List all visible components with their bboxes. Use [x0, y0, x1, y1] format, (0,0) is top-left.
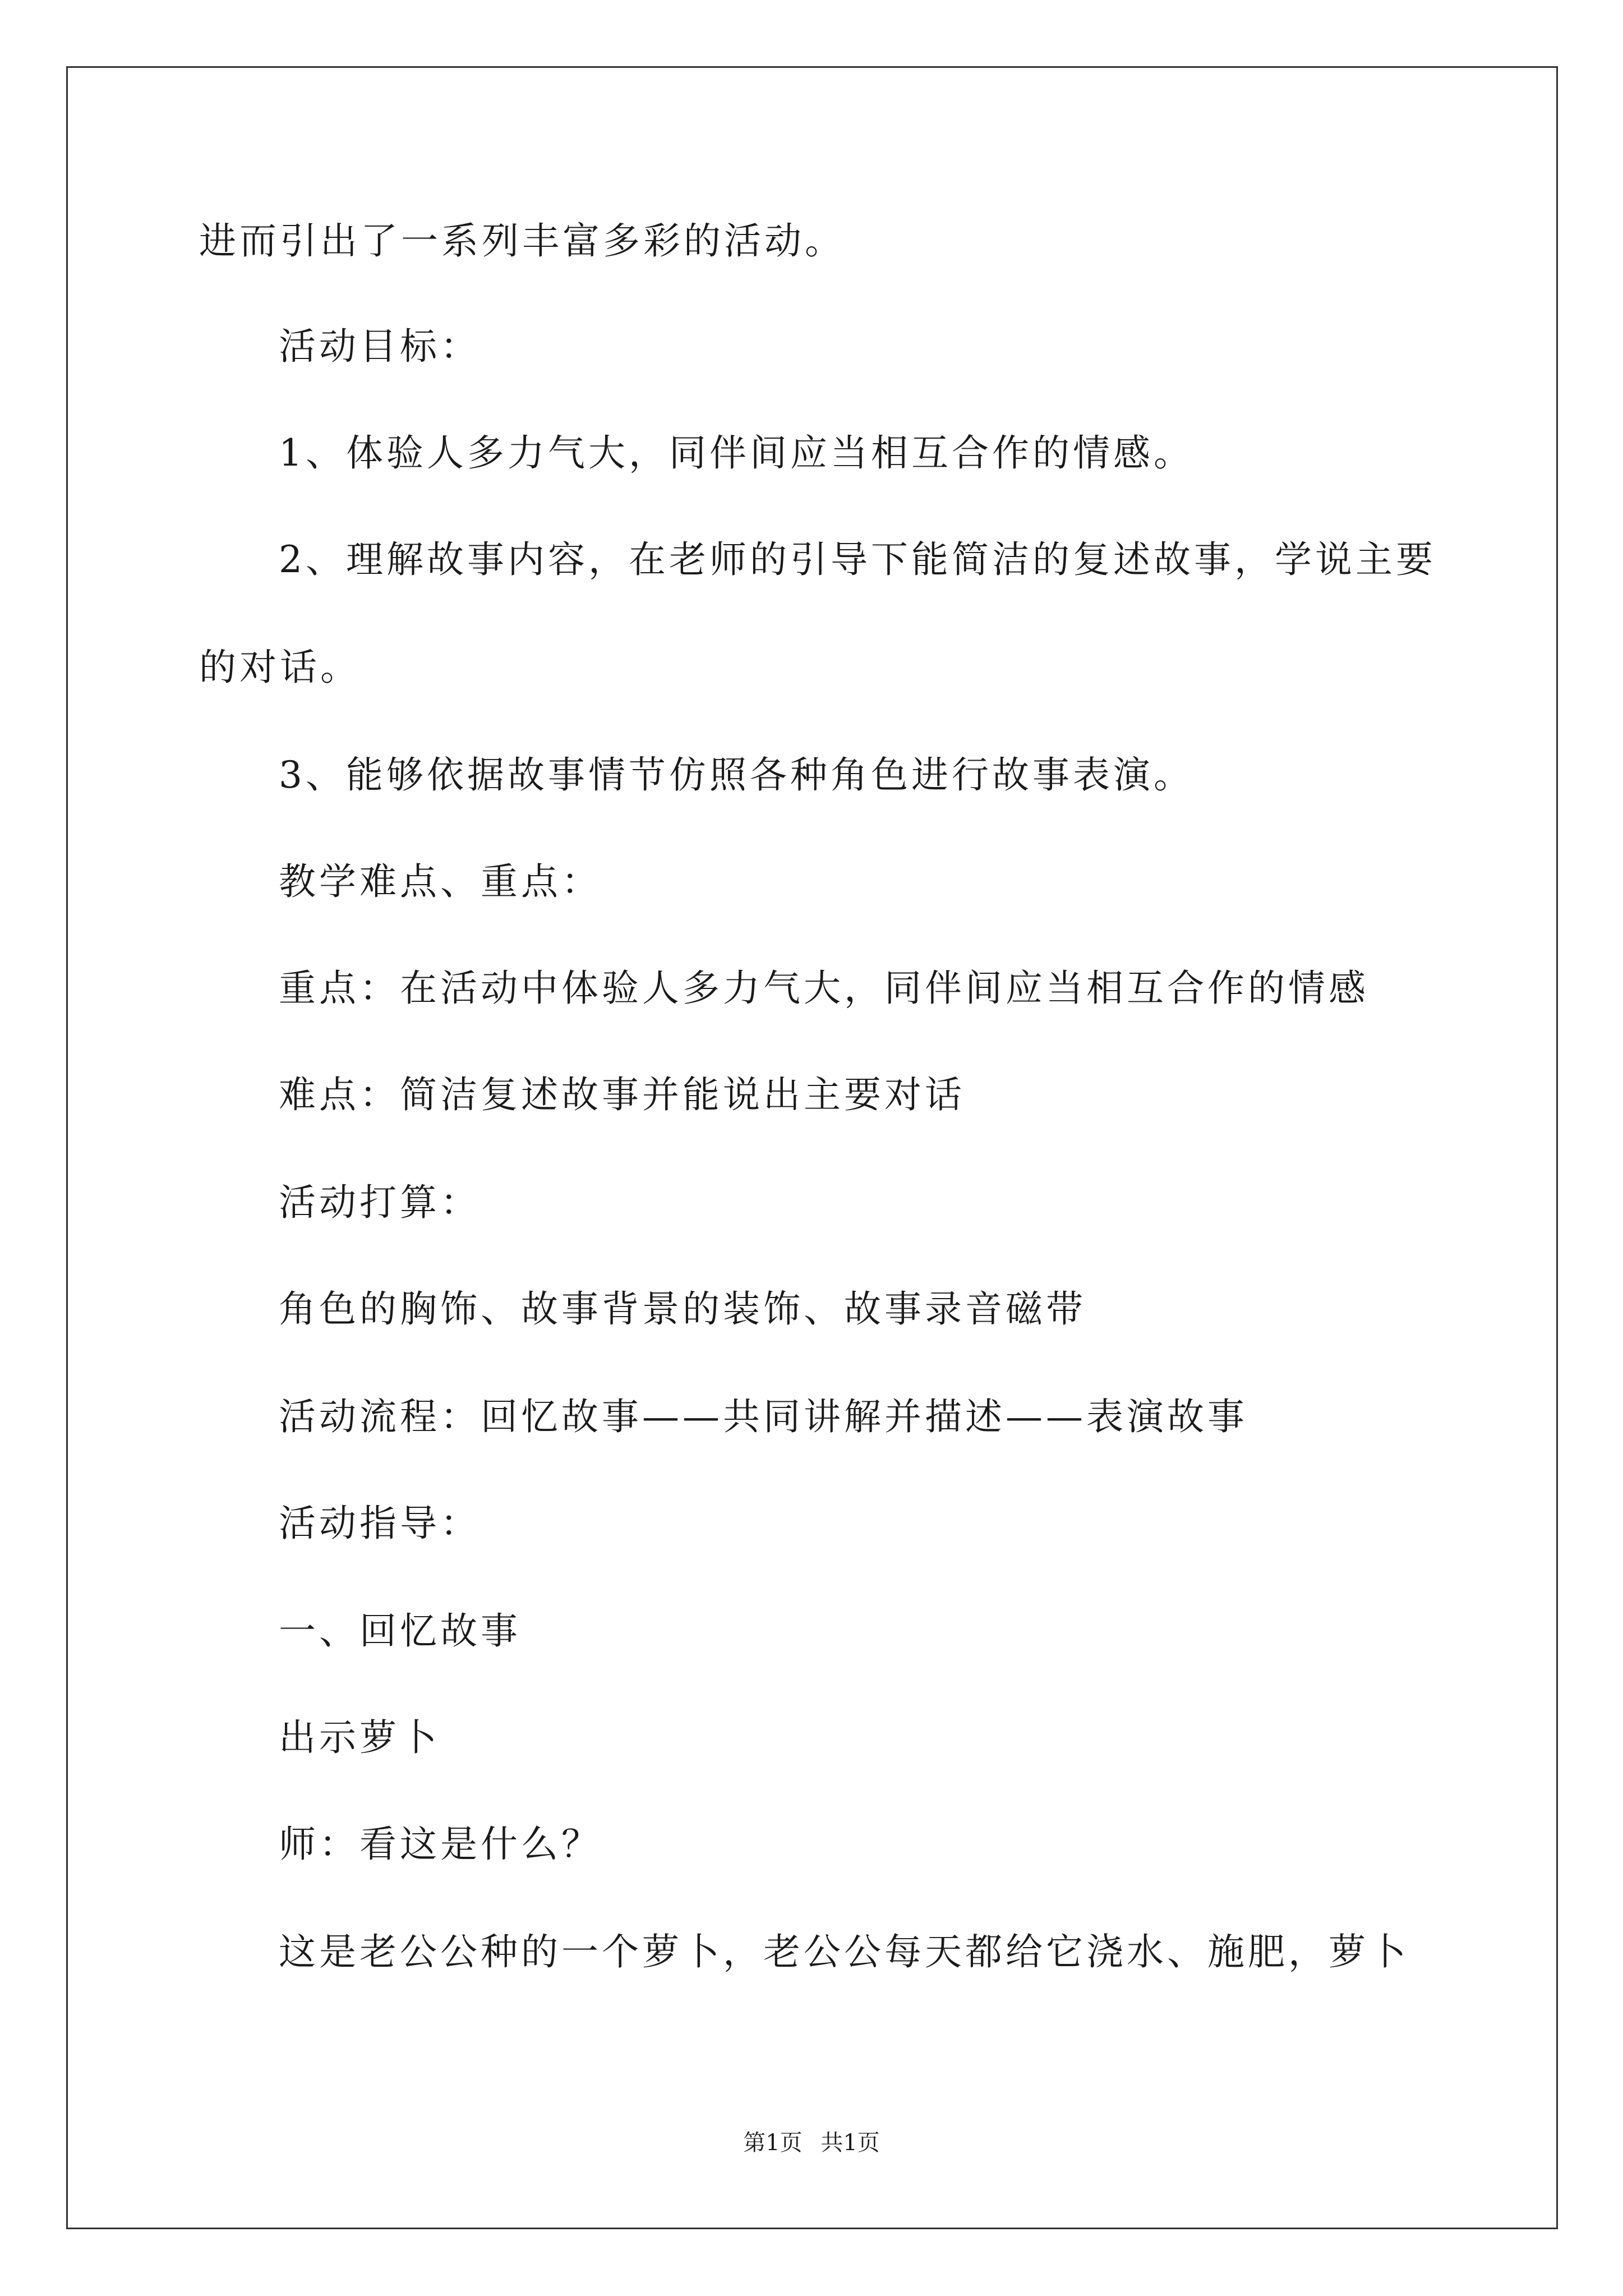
heading-activity-guidance: 活动指导：: [279, 1502, 481, 1545]
teacher-question: 师：看这是什么？: [279, 1823, 602, 1866]
page-total: 共1页: [820, 2130, 880, 2156]
activity-process: 活动流程：回忆故事——共同讲解并描述——表演故事: [279, 1395, 1248, 1438]
goal-item-2-continuation: 的对话。: [199, 646, 361, 689]
goal-item-3: 3、能够依据故事情节仿照各种角色进行故事表演。: [279, 753, 1194, 797]
difficult-point: 难点：简洁复述故事并能说出主要对话: [279, 1073, 965, 1116]
heading-activity-preparation: 活动打算：: [279, 1181, 481, 1224]
page-footer: [0, 2129, 1623, 2157]
preparation-materials: 角色的胸饰、故事背景的装饰、故事录音磁带: [279, 1287, 1086, 1331]
paragraph-continuation: 进而引出了一系列丰富多彩的活动。: [199, 219, 845, 263]
story-narration: 这是老公公种的一个萝卜，老公公每天都给它浇水、施肥，萝卜: [279, 1930, 1409, 1973]
heading-activity-goals: 活动目标：: [279, 325, 481, 368]
page-number: 第1页: [743, 2130, 803, 2156]
goal-item-1: 1、体验人多力气大，同伴间应当相互合作的情感。: [279, 431, 1194, 475]
show-radish: 出示萝卜: [279, 1716, 440, 1759]
goal-item-2: 2、理解故事内容，在老师的引导下能简洁的复述故事，学说主要: [279, 538, 1436, 581]
page-frame: [66, 66, 1558, 2229]
key-point: 重点：在活动中体验人多力气大，同伴间应当相互合作的情感: [279, 967, 1369, 1010]
heading-key-difficult-points: 教学难点、重点：: [279, 860, 602, 903]
section-recall-story: 一、回忆故事: [279, 1609, 521, 1653]
